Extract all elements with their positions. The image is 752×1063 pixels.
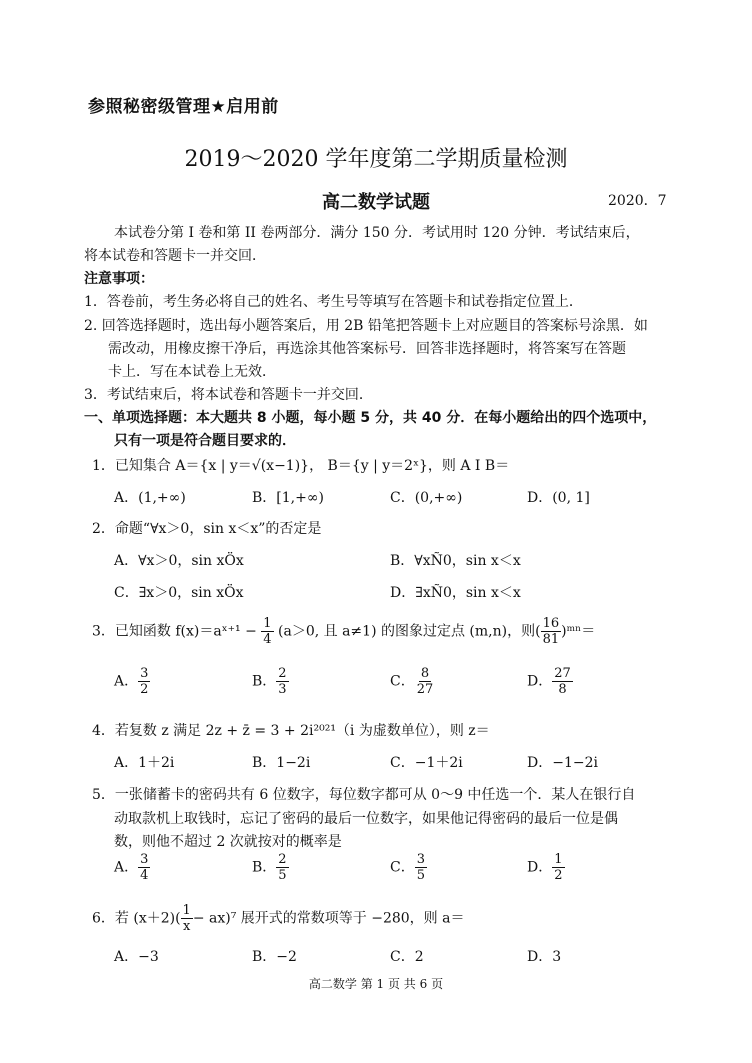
question-5-line-3: 数，则他不超过 2 次就按对的概率是	[114, 834, 342, 850]
question-1-option-c: C．(0,+∞)	[390, 490, 463, 506]
question-5-line-1: 5．一张储蓄卡的密码共有 6 位数字，每位数字都可从 0～9 中任选一个．某人在银行自	[92, 787, 636, 803]
question-6-option-a: A．−3	[114, 949, 159, 965]
question-3-stem-part-2: (a＞0, 且 a≠1) 的图象过定点 (m,n)，则(	[278, 623, 541, 640]
note-2-line-1: 2. 回答选择题时，选出每小题答案后，用 2B 铅笔把答题卡上对应题目的答案标号涂黑．如	[84, 318, 648, 334]
note-3: 3．考试结束后，将本试卷和答题卡一并交回．	[84, 387, 373, 403]
note-2-line-3: 卡上．写在本试卷上无效．	[108, 364, 276, 380]
question-3-stem-part-1: 3．已知函数 f(x)＝aˣ⁺¹ −	[92, 623, 257, 640]
question-2-option-a: A．∀x＞0，sin xÖx	[114, 553, 244, 569]
page-footer: 高二数学 第 1 页 共 6 页	[308, 977, 444, 991]
question-2-stem: 2．命题“∀x＞0，sin x＜x”的否定是	[92, 521, 322, 537]
question-4-option-b: B．1−2i	[252, 755, 311, 771]
intro-line-1: 本试卷分第 I 卷和第 II 卷两部分．满分 150 分．考试用时 120 分钟．考试结束后，	[114, 225, 640, 241]
question-1-option-d: D．(0, 1]	[527, 490, 590, 506]
question-3-option-b: B． $\frac{2}{3}$	[252, 666, 287, 697]
confidentiality-label: 参照秘密级管理★启用前	[88, 97, 279, 117]
question-2-option-d: D．∃xÑ0，sin x＜x	[390, 585, 521, 601]
note-1: 1．答卷前，考生务必将自己的姓名、考生号等填写在答题卡和试卷指定位置上．	[84, 294, 583, 310]
intro-line-2: 将本试卷和答题卡一并交回．	[84, 248, 266, 264]
question-1-stem: 1．已知集合 A＝{x | y＝√(x−1)}， B＝{y | y＝2ˣ}，则 A I B＝	[92, 458, 510, 474]
question-3-stem-part-3: )ᵐⁿ＝	[561, 623, 596, 640]
exam-date: 2020．7	[608, 193, 667, 209]
question-2-option-b: B．∀xÑ0，sin x＜x	[390, 553, 521, 569]
question-4-option-d: D．−1−2i	[527, 755, 598, 771]
question-4-stem: 4．若复数 z 满足 2z + z̄ = 3 + 2i²⁰²¹（i 为虚数单位），则 z＝	[92, 723, 490, 739]
question-6-stem-part-2: − ax)⁷ 展开式的常数项等于 −280，则 a＝	[192, 910, 465, 927]
question-6-stem-part-1: 6．若 (x＋2)(	[92, 910, 181, 927]
section-heading-line-2: 只有一项是符合题目要求的．	[114, 433, 296, 449]
question-6-fraction: $\frac{1}{x}$	[182, 903, 191, 934]
question-6-option-c: C．2	[390, 949, 424, 965]
question-2-option-c: C．∃x＞0，sin xÖx	[114, 585, 244, 601]
exam-title: 2019～2020 学年度第二学期质量检测	[184, 147, 568, 172]
note-2-line-2: 需改动，用橡皮擦干净后，再选涂其他答案标号．回答非选择题时，将答案写在答题	[108, 341, 626, 357]
question-3-stem	[92, 616, 595, 647]
question-5-option-a: A． $\frac{3}{4}$	[114, 852, 149, 883]
question-3-option-a: A． $\frac{3}{2}$	[114, 666, 149, 697]
subject-title: 高二数学试题	[322, 192, 430, 213]
question-6-option-d: D．3	[527, 949, 562, 965]
question-3-option-c: C． $\frac{8}{27}$	[390, 666, 434, 697]
question-6-stem	[92, 903, 464, 934]
question-6-option-b: B．−2	[252, 949, 297, 965]
question-4-option-a: A．1＋2i	[114, 755, 175, 771]
question-3-fraction-quarter: $\frac{1}{4}$	[263, 616, 272, 647]
section-heading-line-1: 一、单项选择题：本大题共 8 小题，每小题 5 分，共 40 分．在每小题给出的四个选项中，	[84, 410, 657, 426]
question-5-option-d: D． $\frac{1}{2}$	[527, 852, 563, 883]
question-1-option-a: A．(1,+∞)	[114, 490, 186, 506]
question-5-option-b: B． $\frac{2}{5}$	[252, 852, 287, 883]
question-5-line-2: 动取款机上取钱时，忘记了密码的最后一位数字，如果他记得密码的最后一位是偶	[114, 811, 618, 827]
question-5-option-c: C． $\frac{3}{5}$	[390, 852, 425, 883]
question-1-option-b: B．[1,+∞)	[252, 490, 324, 506]
notes-heading: 注意事项：	[84, 271, 154, 287]
question-4-option-c: C．−1＋2i	[390, 755, 463, 771]
question-3-fraction-16-81: $\frac{16}{81}$	[542, 616, 560, 647]
question-3-option-d: D． $\frac{27}{8}$	[527, 666, 571, 697]
